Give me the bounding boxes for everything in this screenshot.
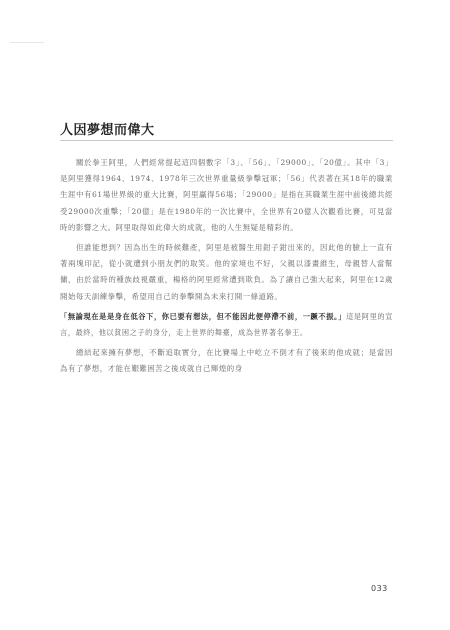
section-heading: 人因夢想而偉大	[60, 123, 155, 138]
quote-bold-text: 「無論現在是是身在低谷下，你已要有想法，但不能因此便停滯不前，一蹶不振。」	[60, 311, 347, 321]
paragraph-1: 關於拳王阿里，人們經常提起這四個數字「3」、「56」、「29000」、「20億」。其中「3」是阿里獲得1964、1974、1978年三次世界重量級拳擊冠軍；「56」代表著在其18年的職業生涯中有61場世界級的重大比賽，阿里贏得56場；「29000」是指在其職業生涯中前後總共經受29000次重擊；「20億」是在1980年的一次比賽中，全世界有20億人次觀看比賽，可見當時的影響之大。阿里取得如此偉大的成就，他的人生無疑是精彩的。	[60, 158, 393, 232]
quote-rest-text: 這是阿里的宣言，最終，他以貧困之子的身分，走上世界的舞臺，成為世界著名拳王。	[60, 311, 393, 338]
quote-paragraph	[60, 309, 393, 341]
heading-underline	[60, 140, 393, 141]
body-text	[60, 155, 393, 382]
page-number: 033	[371, 584, 388, 593]
paragraph-2: 但誰能想到？因為出生的時候難產，阿里是被醫生用鉗子鉗出來的，因此他的臉上一直有著兩塊印記，從小就遭到小朋友們的取笑。他的家境也不好，父親以漆畫維生，母親替人當幫傭，由於當時的種族歧視嚴重，楊格的阿里經常遭到欺負。為了讓自己強大起來，阿里在12歲開始每天訓練拳擊，希望用自己的拳擊開為未來打開一條道路。	[60, 243, 393, 301]
paragraph-3: 總結起來擁有夢想，不斷追取實分，在比賽場上中屹立不倒才有了後來的他成就；是當因為有了夢想，才能在艱難困苦之後成就自己輝煌的身	[60, 348, 393, 374]
header-rule	[10, 42, 44, 43]
